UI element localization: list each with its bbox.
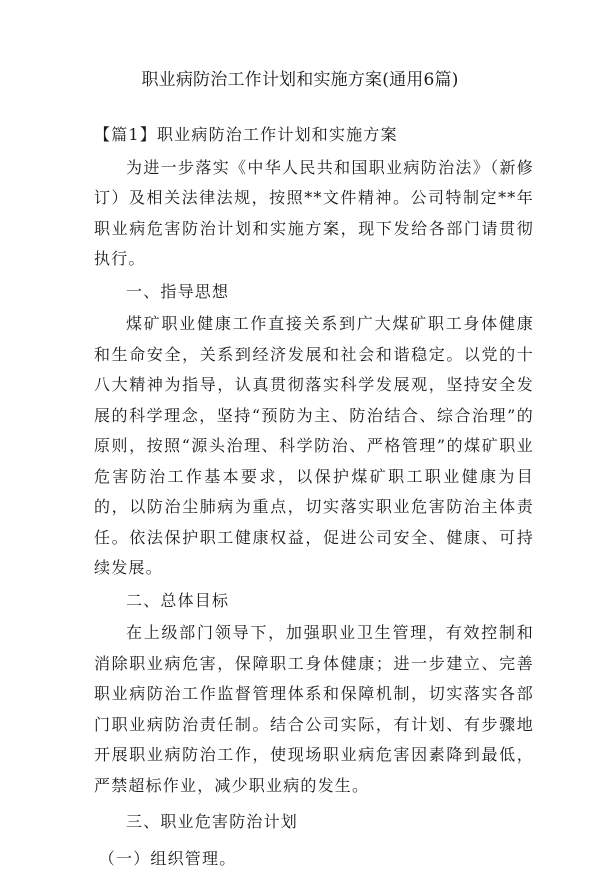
chapter-heading: 【篇1】职业病防治工作计划和实施方案 xyxy=(94,120,534,151)
intro-paragraph: 为进一步落实《中华人民共和国职业病防治法》（新修订）及相关法律法规，按照**文件精神。公司特制定**年职业病危害防治计划和实施方案，现下发给各部门请贯彻执行。 xyxy=(94,153,534,275)
guiding-ideology-paragraph: 煤矿职业健康工作直接关系到广大煤矿职工身体健康和生命安全，关系到经济发展和社会和谐稳定。以党的十八大精神为指导，认真贯彻落实科学发展观，坚持安全发展的科学理念，坚持“预防为主、防治结合、综合治理”的原则，按照“源头治理、科学防治、严格管理”的煤矿职业危害防治工作基本要求，以保护煤矿职工职业健康为目的，以防治尘肺病为重点，切实落实职业危害防治主体责任。依法保护职工健康权益，促进公司安全、健康、可持续发展。 xyxy=(94,309,534,584)
section-heading-hazard-prevention-plan: 三、职业危害防治计划 xyxy=(94,807,534,838)
subsection-organization-management: （一）组织管理。 xyxy=(94,844,534,874)
section-heading-overall-goal: 二、总体目标 xyxy=(94,586,534,617)
overall-goal-paragraph: 在上级部门领导下，加强职业卫生管理，有效控制和消除职业病危害，保障职工身体健康；进一步建立、完善职业病防治工作监督管理体系和保障机制，切实落实各部门职业病防治责任制。结合公司实际，有计划、有步骤地开展职业病防治工作，使现场职业病危害因素降到最低，严禁超标作业，减少职业病的发生。 xyxy=(94,618,534,801)
section-heading-guiding-ideology: 一、指导思想 xyxy=(94,277,534,308)
document-title: 职业病防治工作计划和实施方案(通用6篇) xyxy=(66,68,534,92)
